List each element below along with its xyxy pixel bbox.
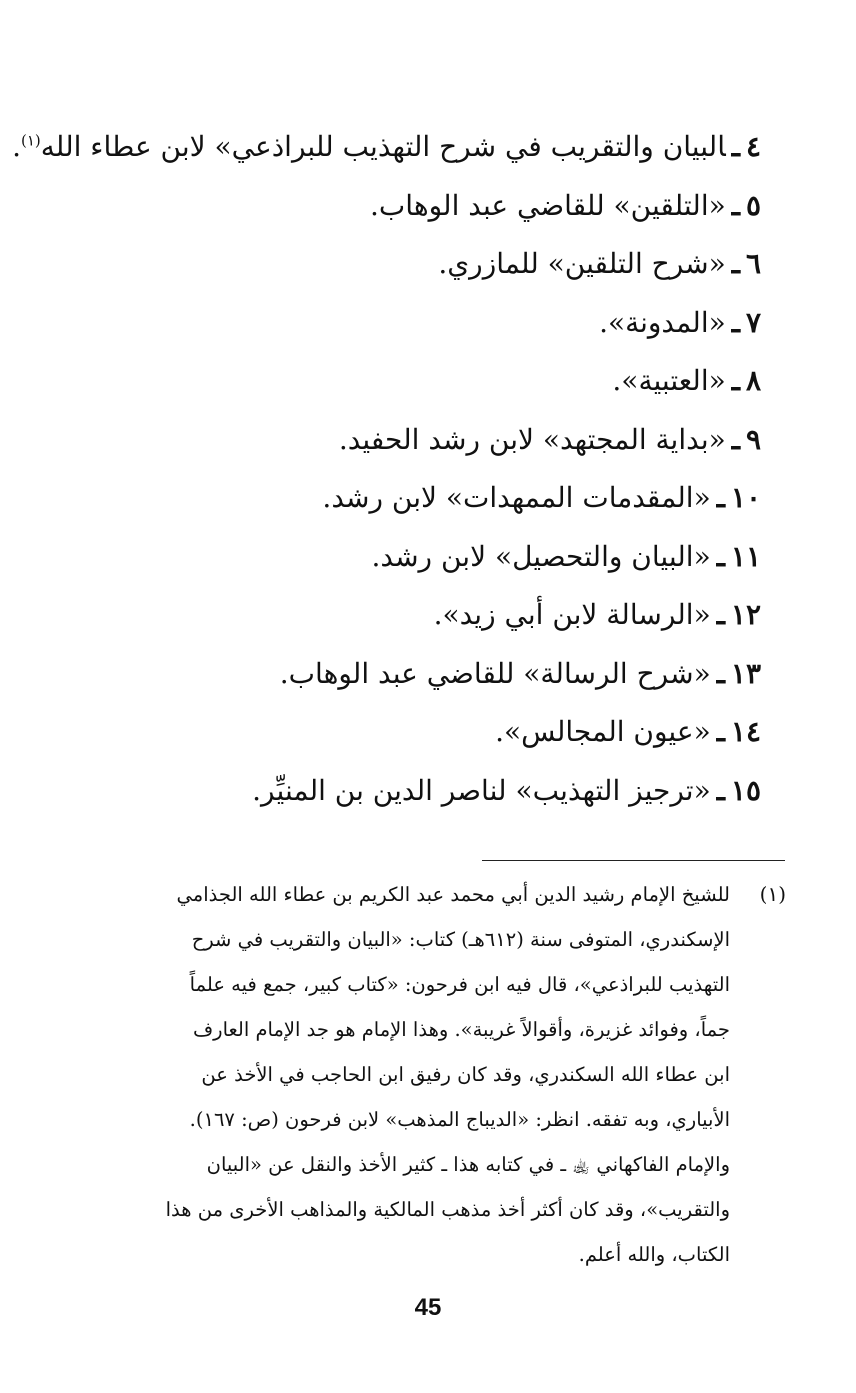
item-number: ١٥ (730, 773, 761, 807)
footnote-line: الإسكندري، المتوفى سنة (٦١٢هـ) كتاب: «البيان والتقريب في شرح (191, 928, 730, 951)
item-number: ١١ (730, 539, 761, 573)
item-text: «التلقين» للقاضي عبد الوهاب. (370, 188, 726, 222)
book-list-item (61, 352, 761, 411)
footnote-line: للشيخ الإمام رشيد الدين أبي محمد عبد الكريم بن عطاء الله الجذامي (176, 883, 730, 906)
item-number: ٩ (745, 422, 761, 456)
item-dash: ـ (731, 188, 740, 222)
book-list-item (61, 645, 761, 704)
book-list (12, 118, 761, 820)
item-dash: ـ (716, 656, 725, 690)
item-dash: ـ (731, 130, 740, 163)
item-dash: ـ (716, 481, 725, 514)
item-dash: ـ (716, 715, 725, 748)
item-dash: ـ (731, 422, 740, 456)
page-number: 45 (414, 1294, 442, 1321)
footnote-line: الكتاب، والله أعلم. (578, 1243, 730, 1266)
book-list-item (61, 235, 761, 294)
item-number: ١٢ (730, 598, 761, 631)
book-list-item (61, 703, 761, 762)
footnote-reference[interactable]: (١) (21, 131, 41, 150)
footnote-line: التهذيب للبراذعي»، قال فيه ابن فرحون: «كتاب كبير، جمع فيه علماً (189, 973, 730, 996)
item-number: ٧ (745, 305, 761, 339)
item-text: «المدونة». (599, 305, 726, 339)
footnote-line: والتقريب»، وقد كان أكثر أخذ مذهب المالكية والمذاهب الأخرى من هذا (165, 1198, 730, 1221)
item-dash: ـ (731, 364, 740, 397)
item-dash: ـ (716, 539, 725, 573)
item-dash: ـ (716, 773, 725, 807)
footnote-line: الأبياري، وبه تفقه. انظر: «الديباج المذهب» لابن فرحون (ص: ١٦٧). (189, 1108, 730, 1131)
item-dash: ـ (731, 247, 740, 280)
item-number: ١٠ (730, 481, 761, 514)
item-end: . (12, 130, 21, 163)
footnote-body (68, 872, 730, 1277)
book-list-item (61, 586, 761, 645)
book-list-item (61, 294, 761, 353)
book-list-item (61, 177, 761, 236)
item-number: ٦ (745, 247, 761, 280)
item-text: «بداية المجتهد» لابن رشد الحفيد. (338, 422, 726, 456)
item-text: «عيون المجالس». (495, 715, 711, 748)
footnote-line: ابن عطاء الله السكندري، وقد كان رفيق ابن الحاجب في الأخذ عن (201, 1063, 730, 1086)
item-text: «شرح الرسالة» للقاضي عبد الوهاب. (279, 656, 711, 690)
item-text: البيان والتقريب في شرح التهذيب للبراذعي» لابن عطاء الله (40, 130, 726, 163)
item-number: ١٤ (730, 715, 761, 748)
book-list-item (61, 469, 761, 528)
item-number: ١٣ (730, 656, 761, 690)
footnote-divider (482, 860, 785, 861)
footnote-line: جماً، وفوائد غزيرة، وأقوالاً غريبة». وهذا الإمام هو جد الإمام العارف (192, 1018, 730, 1041)
book-list-item (61, 762, 761, 821)
item-number: ٥ (745, 188, 761, 222)
footnote-line: والإمام الفاكهاني ﵀ ـ في كتابه هذا ـ كثير الأخذ والنقل عن «البيان (206, 1153, 730, 1176)
item-dash: ـ (716, 598, 725, 631)
item-text: «المقدمات الممهدات» لابن رشد. (322, 481, 711, 514)
item-text: «الرسالة لابن أبي زيد». (433, 598, 711, 631)
book-list-item (61, 411, 761, 470)
footnote-number: (١) (759, 882, 786, 906)
book-list-item (61, 528, 761, 587)
item-text: «العتبية». (612, 364, 726, 397)
item-number: ٨ (745, 364, 761, 397)
item-dash: ـ (731, 305, 740, 339)
item-text: «شرح التلقين» للمازري. (438, 247, 726, 280)
book-list-item (12, 118, 761, 177)
item-text: «ترجيز التهذيب» لناصر الدين بن المنيِّر. (252, 773, 711, 807)
item-text: «البيان والتحصيل» لابن رشد. (371, 539, 711, 573)
item-number: ٤ (745, 130, 761, 163)
